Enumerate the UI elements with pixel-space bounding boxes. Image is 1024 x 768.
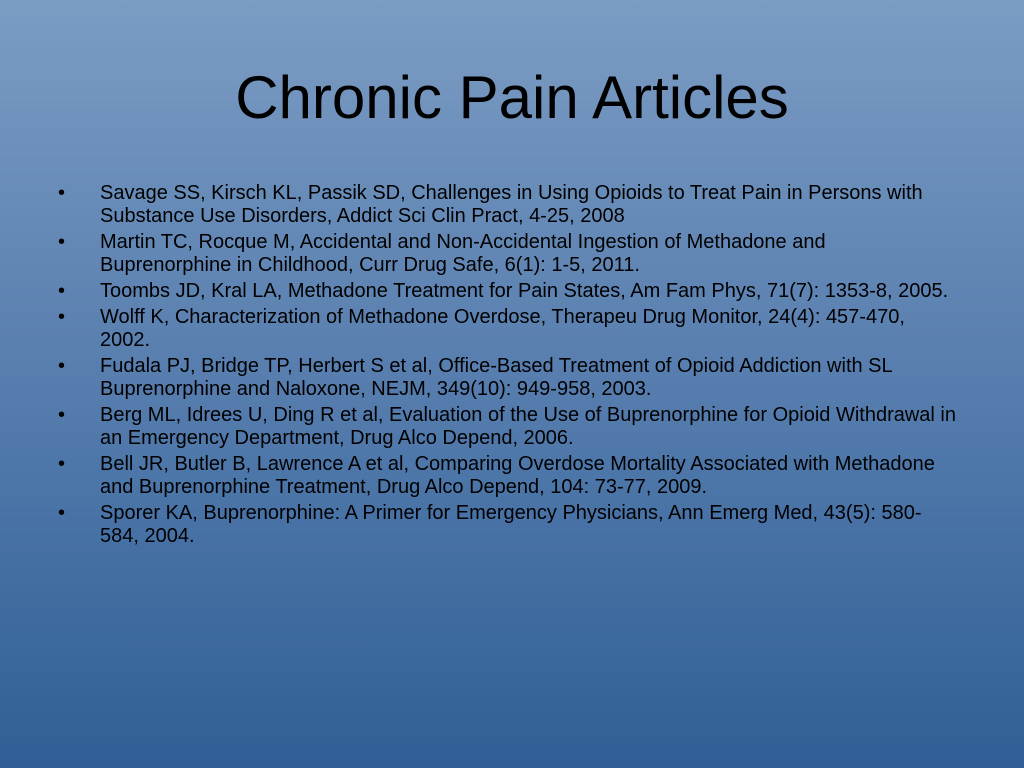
list-item (58, 306, 958, 352)
reference-text: Fudala PJ, Bridge TP, Herbert S et al, Office-Based Treatment of Opioid Addiction with SL Buprenorphine and Naloxone, NEJM, 349(10): 949-958, 2003. (100, 355, 892, 400)
reference-list (58, 182, 958, 551)
list-item (58, 502, 958, 548)
list-item (58, 280, 958, 303)
list-item (58, 231, 958, 277)
reference-text: Martin TC, Rocque M, Accidental and Non-Accidental Ingestion of Methadone and Buprenorphine in Childhood, Curr Drug Safe, 6(1): 1-5, 2011. (100, 231, 826, 276)
reference-text: Toombs JD, Kral LA, Methadone Treatment for Pain States, Am Fam Phys, 71(7): 1353-8, 2005. (100, 280, 949, 302)
bullet-icon: • (58, 182, 66, 204)
reference-text: Berg ML, Idrees U, Ding R et al, Evaluation of the Use of Buprenorphine for Opioid Withdrawal in an Emergency Department, Drug Alco Depend, 2006. (100, 404, 956, 449)
list-item (58, 453, 958, 499)
bullet-icon: • (58, 355, 66, 377)
slide-title: Chronic Pain Articles (235, 64, 789, 131)
reference-text: Sporer KA, Buprenorphine: A Primer for Emergency Physicians, Ann Emerg Med, 43(5): 580-584, 2004. (100, 502, 922, 547)
bullet-icon: • (58, 280, 66, 302)
list-item (58, 404, 958, 450)
list-item (58, 182, 958, 228)
bullet-icon: • (58, 502, 66, 524)
bullet-icon: • (58, 306, 66, 328)
bullet-icon: • (58, 453, 66, 475)
reference-text: Bell JR, Butler B, Lawrence A et al, Comparing Overdose Mortality Associated with Methadone and Buprenorphine Treatment, Drug Alco Depend, 104: 73-77, 2009. (100, 453, 935, 498)
list-item (58, 355, 958, 401)
reference-text: Savage SS, Kirsch KL, Passik SD, Challenges in Using Opioids to Treat Pain in Persons with Substance Use Disorders, Addict Sci Clin Pract, 4-25, 2008 (100, 182, 923, 227)
bullet-icon: • (58, 231, 66, 253)
bullet-icon: • (58, 404, 66, 426)
reference-text: Wolff K, Characterization of Methadone Overdose, Therapeu Drug Monitor, 24(4): 457-470, 2002. (100, 306, 905, 351)
